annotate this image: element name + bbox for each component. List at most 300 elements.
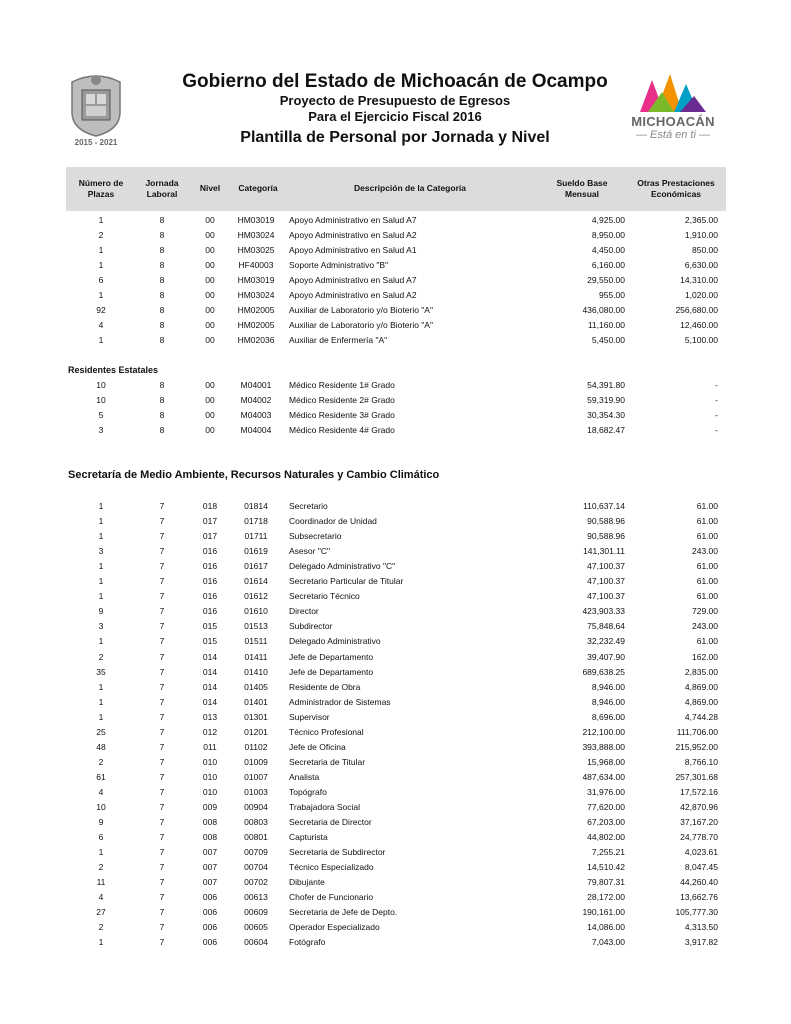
- cell-descripcion: Residente de Obra: [289, 681, 361, 692]
- cell-sueldo: 32,232.49: [587, 636, 625, 647]
- cell-plazas: 2: [98, 756, 104, 767]
- cell-jornada: 7: [159, 516, 165, 527]
- cell-categoria: 00613: [244, 892, 268, 903]
- cell-jornada: 7: [159, 741, 165, 752]
- cell-plazas: 4: [98, 320, 104, 330]
- cell-categoria: HM02036: [237, 335, 275, 345]
- table-row: [0, 380, 791, 394]
- brand-name: MICHOACÁN: [631, 114, 715, 129]
- document-header: [150, 70, 640, 149]
- cell-descripcion: Apoyo Administrativo en Salud A1: [289, 245, 417, 255]
- cell-plazas: 2: [98, 230, 104, 240]
- cell-jornada: 8: [159, 275, 165, 285]
- cell-plazas: 25: [96, 726, 106, 737]
- cell-nivel: 006: [202, 907, 218, 918]
- cell-nivel: 017: [202, 516, 218, 527]
- cell-descripcion: Secretaria de Titular: [289, 756, 366, 767]
- cell-categoria: 01009: [244, 756, 268, 767]
- cell-plazas: 27: [96, 907, 106, 918]
- cell-jornada: 7: [159, 922, 165, 933]
- cell-descripcion: Capturista: [289, 832, 328, 843]
- table-row: [0, 652, 791, 666]
- cell-plazas: 61: [96, 771, 106, 782]
- cell-otras: 61.00: [696, 591, 718, 602]
- col-header-jornada: Jornada Laboral: [145, 178, 179, 199]
- cell-otras: 850.00: [692, 245, 718, 255]
- cell-nivel: 011: [203, 741, 217, 752]
- cell-descripcion: Apoyo Administrativo en Salud A7: [289, 275, 417, 285]
- cell-nivel: 006: [202, 892, 218, 903]
- cell-descripcion: Secretaria de Subdirector: [289, 847, 386, 858]
- section-secretaria-medio-ambiente: Secretaría de Medio Ambiente, Recursos Naturales y Cambio Climático: [68, 469, 440, 481]
- cell-plazas: 1: [98, 937, 104, 948]
- cell-sueldo: 8,950.00: [591, 230, 625, 240]
- cell-categoria: 00801: [244, 832, 268, 843]
- table-row: [0, 742, 791, 756]
- cell-otras: 61.00: [696, 501, 718, 511]
- cell-plazas: 1: [98, 576, 104, 587]
- cell-nivel: 00: [205, 335, 215, 345]
- cell-otras: 12,460.00: [680, 320, 718, 330]
- cell-sueldo: 8,946.00: [591, 681, 625, 692]
- cell-sueldo: 75,848.64: [587, 621, 625, 632]
- cell-descripcion: Asesor "C": [289, 546, 330, 557]
- cell-plazas: 10: [96, 380, 106, 390]
- table-row: [0, 501, 791, 515]
- col-header-sueldo: Sueldo Base Mensual: [556, 178, 608, 199]
- cell-nivel: 016: [202, 546, 218, 557]
- cell-jornada: 7: [159, 546, 165, 557]
- cell-categoria: 01201: [244, 726, 268, 737]
- cell-descripcion: Trabajadora Social: [289, 802, 361, 812]
- table-row: [0, 832, 791, 846]
- cell-otras: 61.00: [696, 576, 718, 587]
- cell-sueldo: 14,510.42: [587, 862, 625, 873]
- table-row: [0, 847, 791, 861]
- cell-plazas: 6: [98, 275, 104, 285]
- cell-sueldo: 39,407.90: [587, 651, 625, 662]
- cell-otras: 105,777.30: [675, 907, 718, 918]
- cell-otras: 17,572.16: [680, 786, 718, 797]
- cell-sueldo: 18,682.47: [587, 425, 625, 435]
- cell-plazas: 1: [98, 290, 104, 300]
- cell-nivel: 00: [205, 215, 215, 225]
- cell-nivel: 012: [202, 726, 218, 737]
- cell-plazas: 4: [98, 786, 104, 797]
- table-row: [0, 305, 791, 319]
- cell-nivel: 006: [202, 937, 218, 948]
- cell-otras: 14,310.00: [680, 275, 718, 285]
- table-row: [0, 757, 791, 771]
- cell-nivel: 009: [202, 802, 218, 812]
- cell-plazas: 35: [96, 666, 106, 677]
- cell-descripcion: Analista: [289, 771, 320, 782]
- cell-nivel: 015: [202, 636, 218, 647]
- cell-descripcion: Apoyo Administrativo en Salud A7: [289, 215, 417, 225]
- cell-jornada: 8: [159, 380, 165, 390]
- cell-descripcion: Subsecretario: [289, 531, 342, 542]
- cell-sueldo: 90,588.96: [587, 531, 625, 542]
- cell-plazas: 11: [96, 877, 106, 888]
- cell-plazas: 1: [98, 531, 104, 542]
- table-row: [0, 275, 791, 289]
- cell-descripcion: Médico Residente 1# Grado: [289, 380, 395, 390]
- cell-sueldo: 6,160.00: [591, 260, 625, 270]
- cell-otras: 1,020.00: [684, 290, 718, 300]
- table-row: [0, 425, 791, 439]
- cell-categoria: 01401: [244, 696, 268, 707]
- cell-nivel: 007: [202, 862, 218, 873]
- cell-plazas: 1: [98, 636, 104, 647]
- cell-sueldo: 141,301.11: [583, 546, 625, 557]
- cell-sueldo: 11,160.00: [587, 320, 625, 330]
- cell-nivel: 00: [205, 305, 215, 315]
- table-row: [0, 260, 791, 274]
- cell-jornada: 8: [159, 230, 165, 240]
- cell-sueldo: 212,100.00: [582, 726, 625, 737]
- document-subtitle-3: Plantilla de Personal por Jornada y Nivel: [240, 129, 550, 146]
- cell-nivel: 014: [202, 651, 218, 662]
- cell-sueldo: 7,043.00: [591, 937, 625, 948]
- table-row: [0, 712, 791, 726]
- table-row: [0, 636, 791, 650]
- cell-categoria: HM03019: [237, 275, 275, 285]
- cell-categoria: HM03024: [237, 290, 275, 300]
- cell-otras: 4,313.50: [684, 922, 718, 933]
- section-residentes-estatales: Residentes Estatales: [68, 365, 159, 375]
- cell-nivel: 00: [205, 245, 215, 255]
- cell-otras: 42,870.96: [680, 802, 718, 812]
- cell-descripcion: Soporte Administrativo "B": [289, 260, 389, 270]
- table-row: [0, 621, 791, 635]
- cell-plazas: 1: [98, 516, 104, 527]
- cell-jornada: 7: [159, 591, 165, 602]
- cell-otras: 2,835.00: [684, 666, 718, 677]
- cell-sueldo: 487,634.00: [582, 771, 625, 782]
- table-row: [0, 937, 791, 951]
- table-row: [0, 922, 791, 936]
- cell-categoria: 01814: [244, 501, 268, 511]
- cell-descripcion: Secretario Particular de Titular: [289, 576, 404, 587]
- table-row: [0, 561, 791, 575]
- table-row: [0, 245, 791, 259]
- cell-otras: 44,260.40: [680, 877, 718, 888]
- cell-jornada: 7: [159, 937, 165, 948]
- cell-categoria: 01301: [244, 711, 268, 722]
- cell-sueldo: 79,807.31: [587, 877, 625, 888]
- cell-otras: -: [715, 380, 718, 390]
- cell-descripcion: Coordinador de Unidad: [289, 516, 377, 527]
- cell-categoria: 01619: [244, 546, 268, 557]
- cell-descripcion: Jefe de Departamento: [289, 666, 374, 677]
- cell-sueldo: 44,802.00: [587, 832, 625, 843]
- cell-categoria: 01007: [244, 771, 268, 782]
- cell-nivel: 008: [202, 817, 218, 828]
- cell-plazas: 1: [98, 335, 104, 345]
- cell-otras: 243.00: [692, 546, 718, 557]
- cell-nivel: 015: [202, 621, 218, 632]
- cell-categoria: HM03025: [237, 245, 275, 255]
- cell-plazas: 10: [96, 395, 106, 405]
- cell-otras: 215,952.00: [675, 741, 718, 752]
- cell-categoria: 00704: [244, 862, 268, 873]
- cell-descripcion: Auxiliar de Laboratorio y/o Bioterio "A": [289, 320, 433, 330]
- cell-categoria: 00604: [244, 937, 268, 948]
- cell-plazas: 9: [98, 606, 104, 617]
- cell-otras: 61.00: [696, 561, 718, 572]
- cell-jornada: 7: [159, 862, 165, 873]
- cell-plazas: 5: [98, 410, 104, 420]
- table-row: [0, 335, 791, 349]
- cell-descripcion: Jefe de Oficina: [289, 741, 346, 752]
- cell-nivel: 016: [202, 576, 218, 587]
- cell-otras: -: [715, 395, 718, 405]
- cell-descripcion: Secretario Técnico: [289, 591, 360, 602]
- cell-categoria: 01612: [244, 591, 268, 602]
- cell-otras: -: [715, 410, 718, 420]
- cell-categoria: 01511: [244, 636, 268, 647]
- cell-descripcion: Administrador de Sistemas: [289, 696, 391, 707]
- cell-otras: 243.00: [692, 621, 718, 632]
- cell-sueldo: 393,888.00: [582, 741, 625, 752]
- cell-plazas: 1: [98, 681, 104, 692]
- cell-categoria: 00803: [244, 817, 268, 828]
- table-row: [0, 907, 791, 921]
- cell-nivel: 010: [202, 756, 218, 767]
- cell-nivel: 014: [202, 696, 218, 707]
- cell-nivel: 018: [202, 501, 218, 511]
- cell-jornada: 7: [159, 892, 165, 903]
- cell-sueldo: 30,354.30: [587, 410, 625, 420]
- cell-jornada: 7: [159, 817, 165, 828]
- table-row: [0, 606, 791, 620]
- cell-sueldo: 31,976.00: [587, 786, 625, 797]
- cell-sueldo: 4,450.00: [591, 245, 625, 255]
- crest-icon: [66, 72, 126, 138]
- cell-jornada: 7: [159, 771, 165, 782]
- cell-jornada: 8: [159, 215, 165, 225]
- cell-sueldo: 47,100.37: [587, 561, 625, 572]
- table-row: [0, 892, 791, 906]
- cell-sueldo: 5,450.00: [591, 335, 625, 345]
- cell-otras: 4,869.00: [684, 681, 718, 692]
- cell-nivel: 00: [205, 320, 215, 330]
- cell-otras: 2,365.00: [684, 215, 718, 225]
- cell-categoria: 01513: [244, 621, 268, 632]
- cell-sueldo: 4,925.00: [591, 215, 625, 225]
- table-row: [0, 576, 791, 590]
- cell-plazas: 1: [98, 847, 104, 858]
- cell-jornada: 8: [159, 395, 165, 405]
- cell-otras: 4,023.61: [684, 847, 718, 858]
- cell-jornada: 8: [159, 320, 165, 330]
- cell-descripcion: Jefe de Departamento: [289, 651, 374, 662]
- cell-categoria: 01410: [244, 666, 268, 677]
- cell-descripcion: Supervisor: [289, 711, 330, 722]
- cell-jornada: 7: [159, 681, 165, 692]
- table-row: [0, 877, 791, 891]
- cell-nivel: 00: [205, 425, 215, 435]
- cell-categoria: 00904: [244, 802, 268, 812]
- cell-otras: 8,766.10: [684, 756, 718, 767]
- col-header-otras: Otras Prestaciones Económicas: [637, 178, 715, 199]
- col-header-categoria: Categoría: [238, 183, 278, 193]
- table-row: [0, 395, 791, 409]
- table-row: [0, 817, 791, 831]
- cell-jornada: 7: [159, 756, 165, 767]
- cell-plazas: 9: [98, 817, 104, 828]
- cell-jornada: 7: [159, 576, 165, 587]
- cell-sueldo: 436,080.00: [582, 305, 625, 315]
- cell-otras: 6,630.00: [684, 260, 718, 270]
- cell-categoria: 01614: [244, 576, 268, 587]
- cell-sueldo: 47,100.37: [587, 591, 625, 602]
- cell-plazas: 1: [98, 696, 104, 707]
- cell-sueldo: 190,161.00: [582, 907, 625, 918]
- cell-otras: 61.00: [696, 636, 718, 647]
- cell-descripcion: Secretaria de Jefe de Depto.: [289, 907, 398, 918]
- cell-otras: 1,910.00: [684, 230, 718, 240]
- table-row: [0, 516, 791, 530]
- cell-plazas: 3: [98, 546, 104, 557]
- cell-plazas: 92: [96, 305, 106, 315]
- table-row: [0, 787, 791, 801]
- table-row: [0, 410, 791, 424]
- cell-otras: 24,778.70: [680, 832, 718, 843]
- col-header-descripcion: Descripción de la Categoría: [354, 183, 466, 193]
- cell-nivel: 00: [205, 275, 215, 285]
- cell-descripcion: Apoyo Administrativo en Salud A2: [289, 290, 417, 300]
- cell-nivel: 010: [202, 771, 218, 782]
- cell-nivel: 013: [202, 711, 218, 722]
- cell-jornada: 7: [159, 832, 165, 843]
- cell-jornada: 7: [159, 877, 165, 888]
- cell-otras: 729.00: [692, 606, 718, 617]
- state-crest-logo: [66, 72, 126, 152]
- cell-jornada: 8: [159, 425, 165, 435]
- cell-categoria: 01102: [244, 741, 268, 752]
- cell-plazas: 2: [98, 651, 104, 662]
- cell-plazas: 1: [98, 561, 104, 572]
- cell-plazas: 3: [98, 621, 104, 632]
- michoacan-brand-logo: [618, 72, 728, 142]
- cell-jornada: 7: [159, 847, 165, 858]
- cell-plazas: 1: [98, 591, 104, 602]
- cell-nivel: 016: [202, 591, 218, 602]
- cell-descripcion: Director: [289, 606, 319, 617]
- cell-sueldo: 423,903.33: [582, 606, 625, 617]
- cell-sueldo: 8,946.00: [591, 696, 625, 707]
- cell-sueldo: 47,100.37: [587, 576, 625, 587]
- cell-categoria: M04004: [240, 425, 272, 435]
- table-row: [0, 772, 791, 786]
- cell-sueldo: 59,319.90: [587, 395, 625, 405]
- cell-descripcion: Dibujante: [289, 877, 325, 888]
- cell-sueldo: 955.00: [599, 290, 625, 300]
- cell-descripcion: Operador Especializado: [289, 922, 380, 933]
- document-subtitle-1: Proyecto de Presupuesto de Egresos: [279, 93, 511, 108]
- cell-jornada: 8: [159, 260, 165, 270]
- table-row: [0, 682, 791, 696]
- cell-jornada: 7: [159, 606, 165, 617]
- cell-nivel: 00: [205, 230, 215, 240]
- cell-nivel: 007: [202, 877, 218, 888]
- cell-categoria: 01610: [244, 606, 268, 617]
- cell-descripcion: Técnico Profesional: [289, 726, 364, 737]
- cell-nivel: 00: [205, 260, 215, 270]
- cell-nivel: 017: [202, 531, 218, 542]
- cell-nivel: 00: [205, 290, 215, 300]
- cell-nivel: 016: [202, 606, 218, 617]
- cell-jornada: 8: [159, 290, 165, 300]
- cell-plazas: 1: [98, 711, 104, 722]
- cell-categoria: 00702: [244, 877, 268, 888]
- cell-otras: 61.00: [696, 531, 718, 542]
- cell-plazas: 48: [96, 741, 106, 752]
- cell-sueldo: 67,203.00: [587, 817, 625, 828]
- cell-descripcion: Delegado Administrativo "C": [289, 561, 396, 572]
- cell-jornada: 7: [159, 531, 165, 542]
- cell-plazas: 3: [98, 425, 104, 435]
- cell-descripcion: Médico Residente 3# Grado: [289, 410, 395, 420]
- brand-mark-icon: [618, 72, 728, 114]
- cell-sueldo: 28,172.00: [587, 892, 625, 903]
- cell-descripcion: Secretario: [289, 501, 328, 511]
- cell-jornada: 7: [159, 651, 165, 662]
- cell-descripcion: Subdirector: [289, 621, 333, 632]
- table-row: [0, 531, 791, 545]
- cell-nivel: 016: [202, 561, 218, 572]
- cell-nivel: 00: [205, 395, 215, 405]
- cell-descripcion: Médico Residente 2# Grado: [289, 395, 395, 405]
- cell-categoria: 00605: [244, 922, 268, 933]
- cell-otras: 4,869.00: [684, 696, 718, 707]
- cell-jornada: 7: [159, 636, 165, 647]
- cell-descripcion: Apoyo Administrativo en Salud A2: [289, 230, 417, 240]
- cell-sueldo: 8,696.00: [591, 711, 625, 722]
- cell-descripcion: Médico Residente 4# Grado: [289, 425, 395, 435]
- cell-categoria: M04002: [240, 395, 272, 405]
- cell-categoria: 01617: [244, 561, 268, 572]
- cell-jornada: 8: [159, 245, 165, 255]
- table-row: [0, 546, 791, 560]
- cell-nivel: 006: [202, 922, 218, 933]
- col-header-plazas: Número de Plazas: [78, 178, 124, 199]
- cell-categoria: 00609: [244, 907, 268, 918]
- cell-sueldo: 77,620.00: [587, 802, 625, 812]
- cell-plazas: 1: [98, 215, 104, 225]
- cell-otras: 111,706.00: [676, 726, 718, 737]
- table-row: [0, 727, 791, 741]
- cell-otras: 61.00: [696, 516, 718, 527]
- crest-years: 2015 - 2021: [74, 138, 118, 147]
- col-header-nivel: Nivel: [199, 183, 221, 193]
- cell-nivel: 00: [205, 410, 215, 420]
- cell-jornada: 8: [159, 335, 165, 345]
- cell-jornada: 7: [159, 666, 165, 677]
- cell-jornada: 8: [159, 410, 165, 420]
- cell-nivel: 014: [202, 681, 218, 692]
- cell-nivel: 008: [202, 832, 218, 843]
- cell-categoria: HM03024: [237, 230, 275, 240]
- cell-otras: 8,047.45: [684, 862, 718, 873]
- cell-categoria: 01718: [244, 516, 268, 527]
- document-title: Gobierno del Estado de Michoacán de Ocampo: [182, 71, 608, 92]
- table-row: [0, 320, 791, 334]
- cell-descripcion: Auxiliar de Laboratorio y/o Bioterio "A": [289, 305, 433, 315]
- table-row: [0, 290, 791, 304]
- cell-jornada: 7: [159, 711, 165, 722]
